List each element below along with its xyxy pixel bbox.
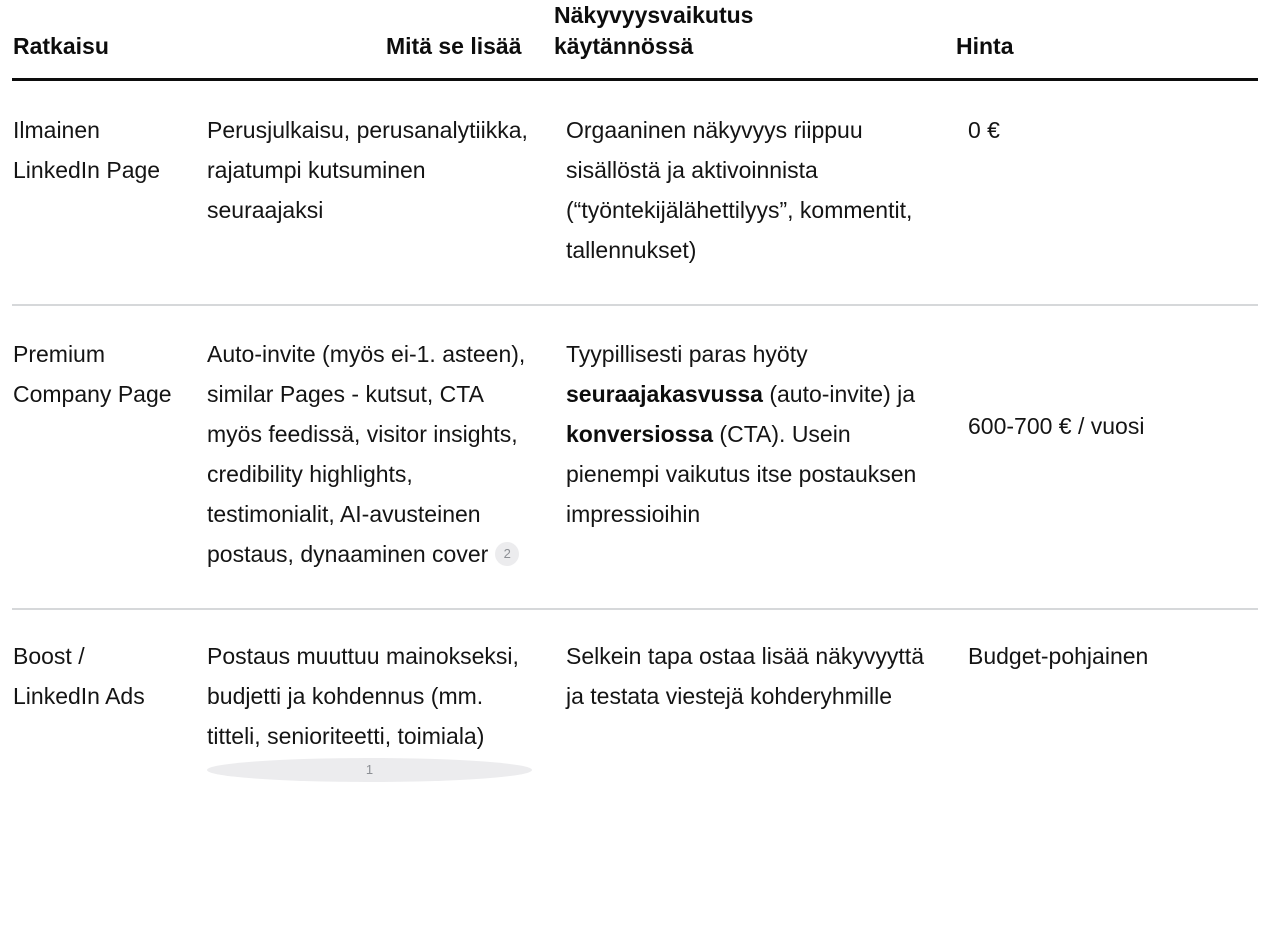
table-body [12,80,1258,793]
table-row [12,609,1258,792]
column-header-price [956,0,1258,80]
table-row [12,80,1258,306]
column-header-solution [12,0,199,80]
cell-solution: Ilmainen LinkedIn Page [12,80,199,306]
cell-solution: Boost / LinkedIn Ads [13,643,145,709]
column-header-impact-line2: käytännössä [554,33,694,59]
cell-impact: Orgaaninen näkyvyys riippuu sisällöstä ja aktivoinnista (“työntekijälähettilyys”, kommentit, tallennukset) [554,80,956,306]
body-text: (auto-invite) ja [762,381,916,407]
column-header-price-label: Hinta [956,33,1014,59]
cell-price: 600-700 € / vuosi [956,305,1258,609]
cell-impact [554,305,956,609]
table-header-row [12,0,1258,80]
citation-badge[interactable]: 1 [207,758,532,782]
cell-adds-text: Auto-invite (myös ei-1. asteen), similar Pages - kutsut, CTA myös feedissä, visitor insights, credibility highlights, testimonialit, AI-avusteinen postaus, dynaaminen cover [207,341,526,567]
cell-adds [199,609,554,792]
table-row [12,305,1258,609]
cell-impact: Selkein tapa ostaa lisää näkyvyyttä ja testata viestejä kohderyhmille [566,643,924,709]
cell-adds [199,305,554,609]
body-text: Tyypillisesti paras hyöty [566,341,808,367]
column-header-adds-label: Mitä se lisää [386,33,522,59]
body-text: (CTA). Usein pienempi vaikutus itse postauksen impressioihin [566,421,917,527]
cell-adds: Perusjulkaisu, perusanalytiikka, rajatumpi kutsuminen seuraajaksi [199,80,554,306]
column-header-impact [554,0,956,80]
table-header [12,0,1258,80]
cell-solution: Premium Company Page [12,305,199,609]
cell-adds-text: Postaus muuttuu mainokseksi, budjetti ja kohdennus (mm. titteli, senioriteetti, toimiala) [207,643,519,749]
comparison-table [12,0,1258,792]
emphasis-text: konversiossa [566,421,714,447]
citation-badge[interactable]: 2 [495,542,519,566]
column-header-solution-label: Ratkaisu [13,33,109,59]
cell-price: Budget-pohjainen [968,643,1149,669]
column-header-adds [199,0,554,80]
column-header-impact-line1: Näkyvyysvaikutus [554,2,754,28]
emphasis-text: seuraajakasvussa [566,381,763,407]
cell-price: 0 € [956,80,1258,306]
